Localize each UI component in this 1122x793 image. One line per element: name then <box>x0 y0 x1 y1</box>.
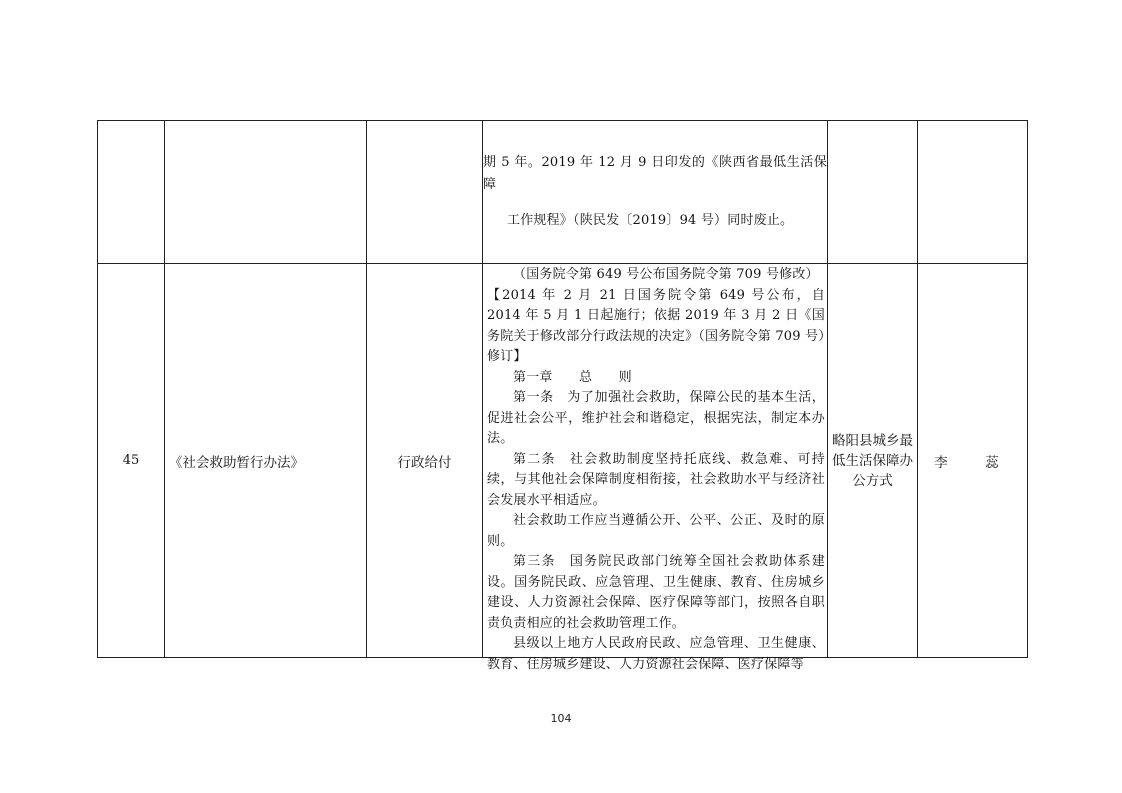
department-cell <box>828 264 918 658</box>
item-number: 45 <box>122 453 140 468</box>
table-row <box>98 121 1028 264</box>
item-category-cell <box>367 264 483 658</box>
basis-paragraph: 县级以上地方人民政府民政、应急管理、卫生健康、教育、住房城乡建设、人力资源社会保障、医疗保障等 <box>487 636 825 672</box>
table-row <box>98 264 1028 658</box>
basis-paragraph: 期 5 年。2019 年 12 月 9 日印发的《陕西省最低生活保障 <box>483 155 827 192</box>
item-category-cell <box>367 121 483 264</box>
item-name: 《社会救助暂行办法》 <box>169 454 304 471</box>
legal-basis-cell <box>483 121 828 264</box>
basis-paragraph: （国务院令第 649 号公布国务院令第 709 号修改） <box>513 267 819 282</box>
department-cell <box>828 121 918 264</box>
basis-paragraph: 第三条 国务院民政部门统筹全国社会救助体系建设。国务院民政、应急管理、卫生健康、教育、住房城乡建设、人力资源社会保障、医疗保障等部门，按照各自职责负责相应的社会救助管理工作。 <box>487 554 825 631</box>
matters-table <box>97 120 1028 672</box>
page-number: 104 <box>550 712 572 725</box>
basis-paragraph: 第一条 为了加强社会救助，保障公民的基本生活，促进社会公平，维护社会和谐稳定，根据宪法，制定本办法。 <box>487 390 825 446</box>
basis-paragraph: 【2014 年 2 月 21 日国务院令第 649 号公布，自 2014 年 5 月 1 日起施行；依据 2019 年 3 月 2 日《国务院关于修改部分行政法规的决定》（国务院令第 709 号）修订】 <box>487 287 825 364</box>
basis-paragraph: 工作规程》（陕民发〔2019〕94 号）同时废止。 <box>507 213 794 228</box>
legal-basis-cell <box>483 264 828 672</box>
department: 略阳县城乡最低生活保障办公方式 <box>832 432 913 489</box>
item-category: 行政给付 <box>397 454 452 471</box>
basis-paragraph: 社会救助工作应当遵循公开、公平、公正、及时的原则。 <box>487 513 825 549</box>
item-name-cell <box>165 264 367 658</box>
item-name-cell <box>165 121 367 264</box>
item-number-cell <box>98 121 165 264</box>
basis-paragraph: 第二条 社会救助制度坚持托底线、救急难、可持续，与其他社会保障制度相衔接，社会救助水平与经济社会发展水平相适应。 <box>487 451 825 508</box>
item-number-cell <box>98 264 165 658</box>
person: 李 蕊 <box>934 454 1011 471</box>
person-cell <box>918 121 1028 264</box>
chapter-heading: 第一章 总 则 <box>513 369 632 385</box>
person-cell <box>918 264 1028 658</box>
